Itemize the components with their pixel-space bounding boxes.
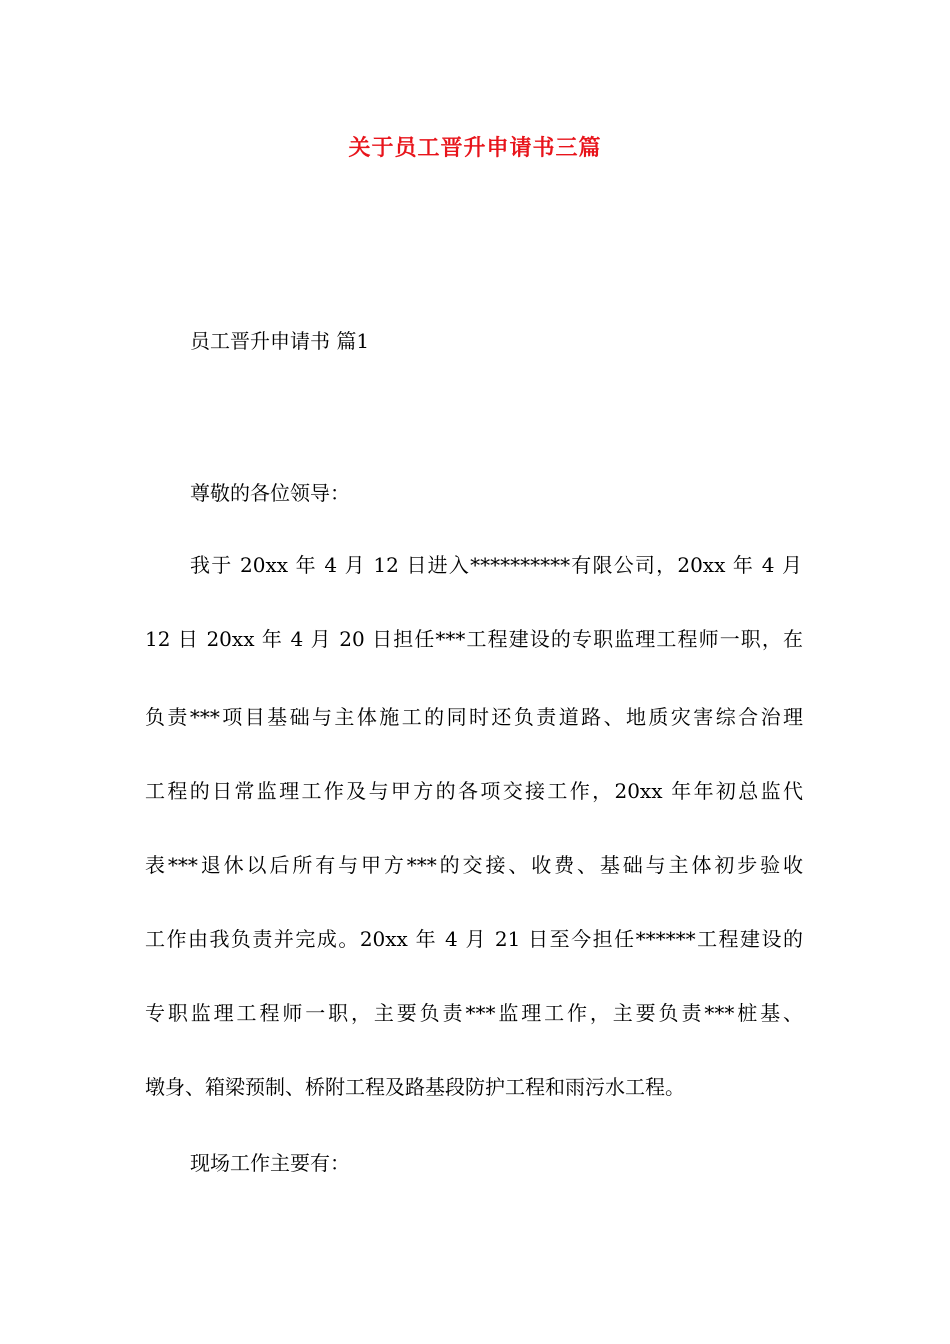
body-line: 12 日 20xx 年 4 月 20 日担任***工程建设的专职监理工程师一职，在 <box>145 627 803 651</box>
body-line: 工作由我负责并完成。20xx 年 4 月 21 日至今担任******工程建设的 <box>145 927 803 951</box>
closing-line: 现场工作主要有： <box>190 1151 350 1175</box>
body-line: 工程的日常监理工作及与甲方的各项交接工作，20xx 年年初总监代 <box>145 779 803 803</box>
salutation: 尊敬的各位领导： <box>190 481 350 505</box>
body-line: 负责***项目基础与主体施工的同时还负责道路、地质灾害综合治理 <box>145 705 803 729</box>
body-line: 墩身、箱梁预制、桥附工程及路基段防护工程和雨污水工程。 <box>145 1075 685 1099</box>
body-line: 我于 20xx 年 4 月 12 日进入**********有限公司，20xx 年 4 月 <box>190 553 802 577</box>
body-line: 专职监理工程师一职，主要负责***监理工作，主要负责***桩基、 <box>145 1001 803 1025</box>
body-line: 表***退休以后所有与甲方***的交接、收费、基础与主体初步验收 <box>145 853 803 877</box>
section-heading: 员工晋升申请书 篇1 <box>190 329 370 353</box>
document-title: 关于员工晋升申请书三篇 <box>348 136 602 161</box>
